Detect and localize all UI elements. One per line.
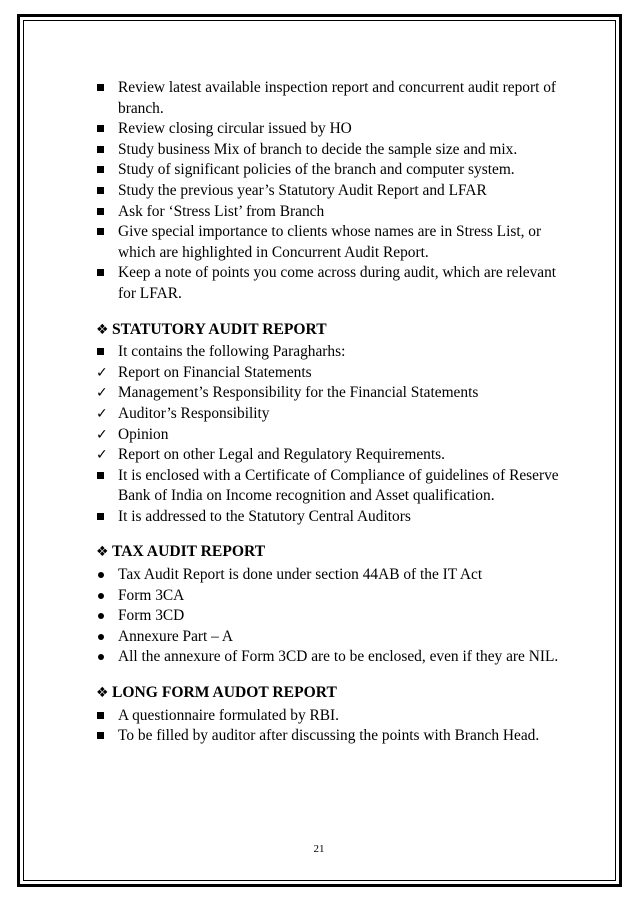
list-item: ✓ Opinion — [96, 425, 566, 446]
diamond-bullet-icon: ❖ — [96, 685, 109, 702]
page-content — [96, 78, 566, 747]
diamond-bullet-icon: ❖ — [96, 544, 109, 561]
checkmark-icon: ✓ — [96, 385, 108, 402]
statutory-heading: ❖ STATUTORY AUDIT REPORT — [96, 320, 566, 341]
checkmark-icon: ✓ — [96, 364, 108, 381]
page-number: 21 — [313, 843, 325, 855]
list-item: ✓ Auditor’s Responsibility — [96, 404, 566, 425]
checkmark-icon: ✓ — [96, 447, 108, 464]
list-item: Study business Mix of branch to decide the sample size and mix. — [118, 140, 518, 158]
checkmark-icon: ✓ — [96, 405, 108, 422]
statutory-list — [96, 342, 566, 527]
list-item: It contains the following Paragharhs: — [118, 343, 346, 361]
list-item: Review latest available inspection report and concurrent audit report of branch. — [118, 79, 557, 117]
checkmark-icon: ✓ — [96, 426, 108, 443]
intro-list — [96, 78, 566, 305]
list-item: Review closing circular issued by HO — [118, 120, 352, 138]
list-item: Form 3CD — [118, 607, 185, 625]
list-item: It is addressed to the Statutory Central Auditors — [118, 507, 411, 525]
list-item: It is enclosed with a Certificate of Compliance of guidelines of Reserve Bank of India on Income recognition and Asset qualification. — [118, 466, 559, 505]
tax-heading: ❖ TAX AUDIT REPORT — [96, 542, 566, 563]
long-form-list — [96, 706, 566, 747]
list-item: A questionnaire formulated by RBI. — [118, 706, 339, 724]
tax-list — [96, 565, 566, 668]
list-item: To be filled by auditor after discussing the points with Branch Head. — [118, 727, 540, 745]
list-item: Form 3CA — [118, 586, 185, 604]
long-form-heading: ❖ LONG FORM AUDOT REPORT — [96, 683, 566, 704]
list-item: ✓ Management’s Responsibility for the Financial Statements — [96, 383, 566, 404]
list-item: ✓ Report on Financial Statements — [96, 363, 566, 384]
list-item: Study of significant policies of the branch and computer system. — [118, 161, 515, 179]
list-item: Give special importance to clients whose names are in Stress List, or which are highlighted in Concurrent Audit Report. — [118, 223, 542, 261]
list-item: Study the previous year’s Statutory Audit Report and LFAR — [118, 181, 487, 199]
list-item: Ask for ‘Stress List’ from Branch — [118, 202, 325, 220]
list-item: Tax Audit Report is done under section 44AB of the IT Act — [118, 566, 483, 584]
list-item: All the annexure of Form 3CD are to be enclosed, even if they are NIL. — [118, 648, 559, 666]
list-item: ✓ Report on other Legal and Regulatory Requirements. — [96, 445, 566, 466]
diamond-bullet-icon: ❖ — [96, 321, 109, 338]
list-item: Keep a note of points you come across during audit, which are relevant for LFAR. — [118, 264, 557, 302]
list-item: Annexure Part – A — [118, 627, 233, 645]
